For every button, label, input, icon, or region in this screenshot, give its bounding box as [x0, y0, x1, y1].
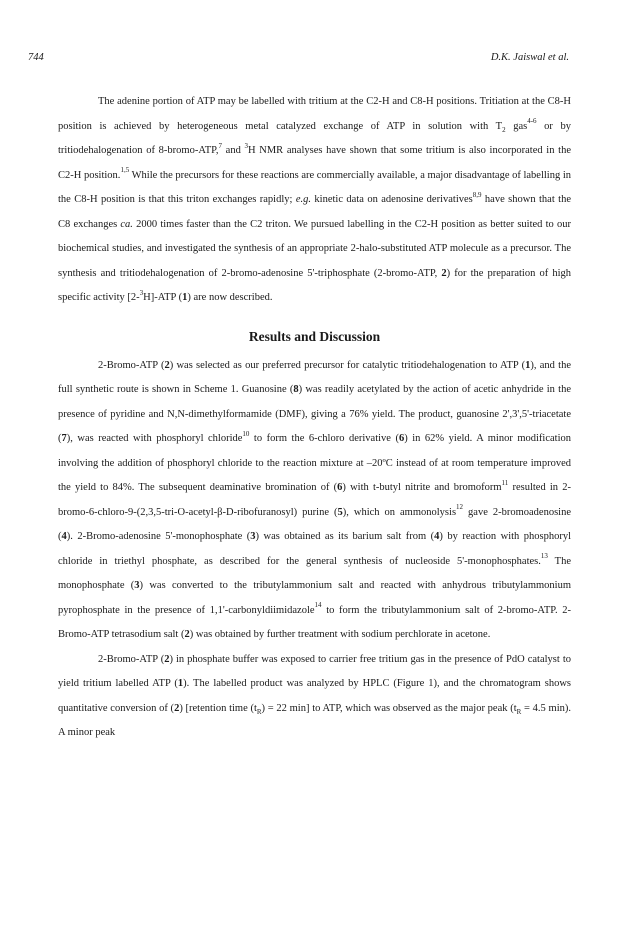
running-head: D.K. Jaiswal et al. — [490, 52, 569, 63]
section-heading: Results and Discussion — [248, 328, 381, 344]
article-body — [58, 90, 571, 746]
page-number: 744 — [28, 52, 44, 63]
results-paragraph-1: 2-Bromo-ATP (2) was selected as our preferred precursor for catalytic tritiodehalogenation to ATP (1), and the full synthetic route is shown in Scheme 1. Guanosine (8) was readily acetylated by the action of acetic anhydride in the presence of pyridine and N,N-dimethylformamide (DMF), giving a 76% yield. The product, guanosine 2',3',5'-triacetate (7), was reacted with phosphoryl chloride$^{10}$ to form the 6-chloro derivative (6) in 62% yield. A minor modification involving the addition of phosphoryl chloride to the reaction mixture at –20ºC instead of at room temperature improved the yield to 84%. The subsequent deaminative bromination of (6) with t-butyl nitrite and bromoform$^{11}$ resulted in 2-bromo-6-chloro-9-(2,3,5-tri-O-acetyl-β-D-ribofuranosyl) purine (5), which on ammonolysis$^{12}$ gave 2-bromoadenosine (4). 2-Bromo-adenosine 5'-monophosphate (3) was obtained as its barium salt from (4) by reaction with phosphoryl chloride in triethyl phosphate, as described for the general synthesis of nucleoside 5'-monophosphates.$^{13}$ The monophosphate (3) was converted to the tributylammonium salt and reacted with anhydrous tributylammonium pyrophosphate in the presence of 1,1'-carbonyldiimidazole$^{14}$ to form the tributylammonium salt of 2-bromo-ATP. 2-Bromo-ATP tetrasodium salt (2) was obtained by further treatment with sodium perchlorate in acetone. — [58, 359, 571, 640]
results-paragraph-2: 2-Bromo-ATP (2) in phosphate buffer was exposed to carrier free tritium gas in the presence of PdO catalyst to yield tritium labelled ATP (1). The labelled product was analyzed by HPLC (Figure 1), and the chromatogram shows quantitative conversion of (2) [retention time $(t_R) = 22$ min] to ATP, which was observed as the major peak ($t_R = 4.5$ min). A minor peak — [58, 653, 572, 738]
intro-paragraph: The adenine portion of ATP may be labelled with tritium at the C2-H and C8-H positions. Tritiation at the C8-H position is achieved by heterogeneous metal catalyzed exchange of ATP in solution with $T_2$ gas$^{4-6}$ or by tritiodehalogenation of 8-bromo-ATP,$^7$ and $^3$H NMR analyses have shown that some tritium is also incorporated in the C2-H position.$^{1,5}$ While the precursors for these reactions are commercially available, a major disadvantage of labelling in the C8-H position is that this triton exchanges rapidly; e.g. kinetic data on adenosine derivatives$^{8,9}$ have shown that the C8 exchanges ca. 2000 times faster than the C2 triton. We pursued labelling in the C2-H position as better suited to our biochemical studies, and investigated the synthesis of an appropriate 2-halo-substituted ATP molecule as a precursor. The synthesis and tritiodehalogenation of 2-bromo-adenosine 5'-triphosphate (2-bromo-ATP, 2) for the preparation of high specific activity [2-$^3$H]-ATP (1) are now described. — [58, 96, 572, 303]
